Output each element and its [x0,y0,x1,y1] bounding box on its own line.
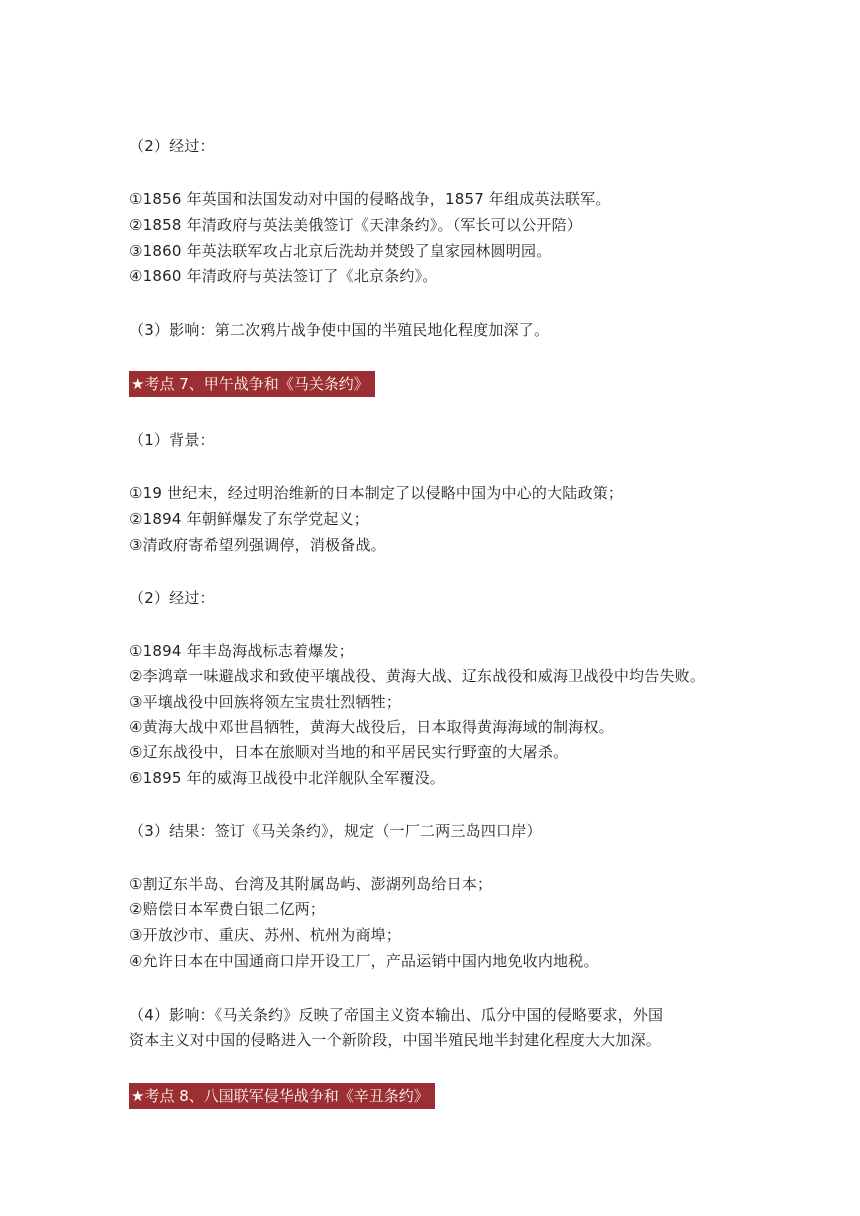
section-7-background-item: ①19 世纪末，经过明治维新的日本制定了以侵略中国为中心的大陆政策； [129,484,624,502]
section-7-process-title: （2）经过： [129,589,215,607]
section-7-result-item: ③开放沙市、重庆、苏州、杭州为商埠； [129,926,402,944]
section-6-process-item: ②1858 年清政府与英法美俄签订《天津条约》。（军长可以公开陪） [129,216,582,234]
section-7-impact-line: （4）影响：《马关条约》反映了帝国主义资本输出、瓜分中国的侵略要求，外国 [129,1006,664,1024]
section-6-process-item: ①1856 年英国和法国发动对中国的侵略战争，1857 年组成英法联军。 [129,190,611,208]
section-7-heading: ★考点 7、甲午战争和《马关条约》 [129,371,375,397]
section-6-process-item: ③1860 年英法联军攻占北京后洗劫并焚毁了皇家园林圆明园。 [129,242,552,260]
section-7-process-item: ④黄海大战中邓世昌牺牲，黄海大战役后，日本取得黄海海域的制海权。 [129,718,614,736]
section-7-process-item: ⑤辽东战役中，日本在旅顺对当地的和平居民实行野蛮的大屠杀。 [129,743,569,761]
section-6-process-item: ④1860 年清政府与英法签订了《北京条约》。 [129,267,438,285]
section-7-process-item: ⑥1895 年的威海卫战役中北洋舰队全军覆没。 [129,769,445,787]
section-7-process-item: ③平壤战役中回族将领左宝贵壮烈牺牲； [129,693,402,711]
section-7-process-item: ①1894 年丰岛海战标志着爆发； [129,642,354,660]
section-7-background-item: ③清政府寄希望列强调停，消极备战。 [129,536,386,554]
section-7-background-item: ②1894 年朝鲜爆发了东学党起义； [129,510,369,528]
section-7-impact-line: 资本主义对中国的侵略进入一个新阶段，中国半殖民地半封建化程度大大加深。 [129,1031,662,1049]
section-6-impact: （3）影响：第二次鸦片战争使中国的半殖民地化程度加深了。 [129,321,550,339]
section-7-background-title: （1）背景： [129,431,215,449]
section-7-result-title: （3）结果：签订《马关条约》，规定（一厂二两三岛四口岸） [129,822,542,840]
section-6-process-title: （2）经过： [129,137,215,155]
section-7-result-item: ②赔偿日本军费白银二亿两； [129,900,326,918]
section-7-result-item: ④允许日本在中国通商口岸开设工厂，产品运销中国内地免收内地税。 [129,952,599,970]
section-8-heading: ★考点 8、八国联军侵华战争和《辛丑条约》 [129,1083,435,1109]
section-7-result-item: ①割辽东半岛、台湾及其附属岛屿、澎湖列岛给日本； [129,875,493,893]
section-7-process-item: ②李鸿章一味避战求和致使平壤战役、黄海大战、辽东战役和威海卫战役中均告失败。 [129,667,706,685]
